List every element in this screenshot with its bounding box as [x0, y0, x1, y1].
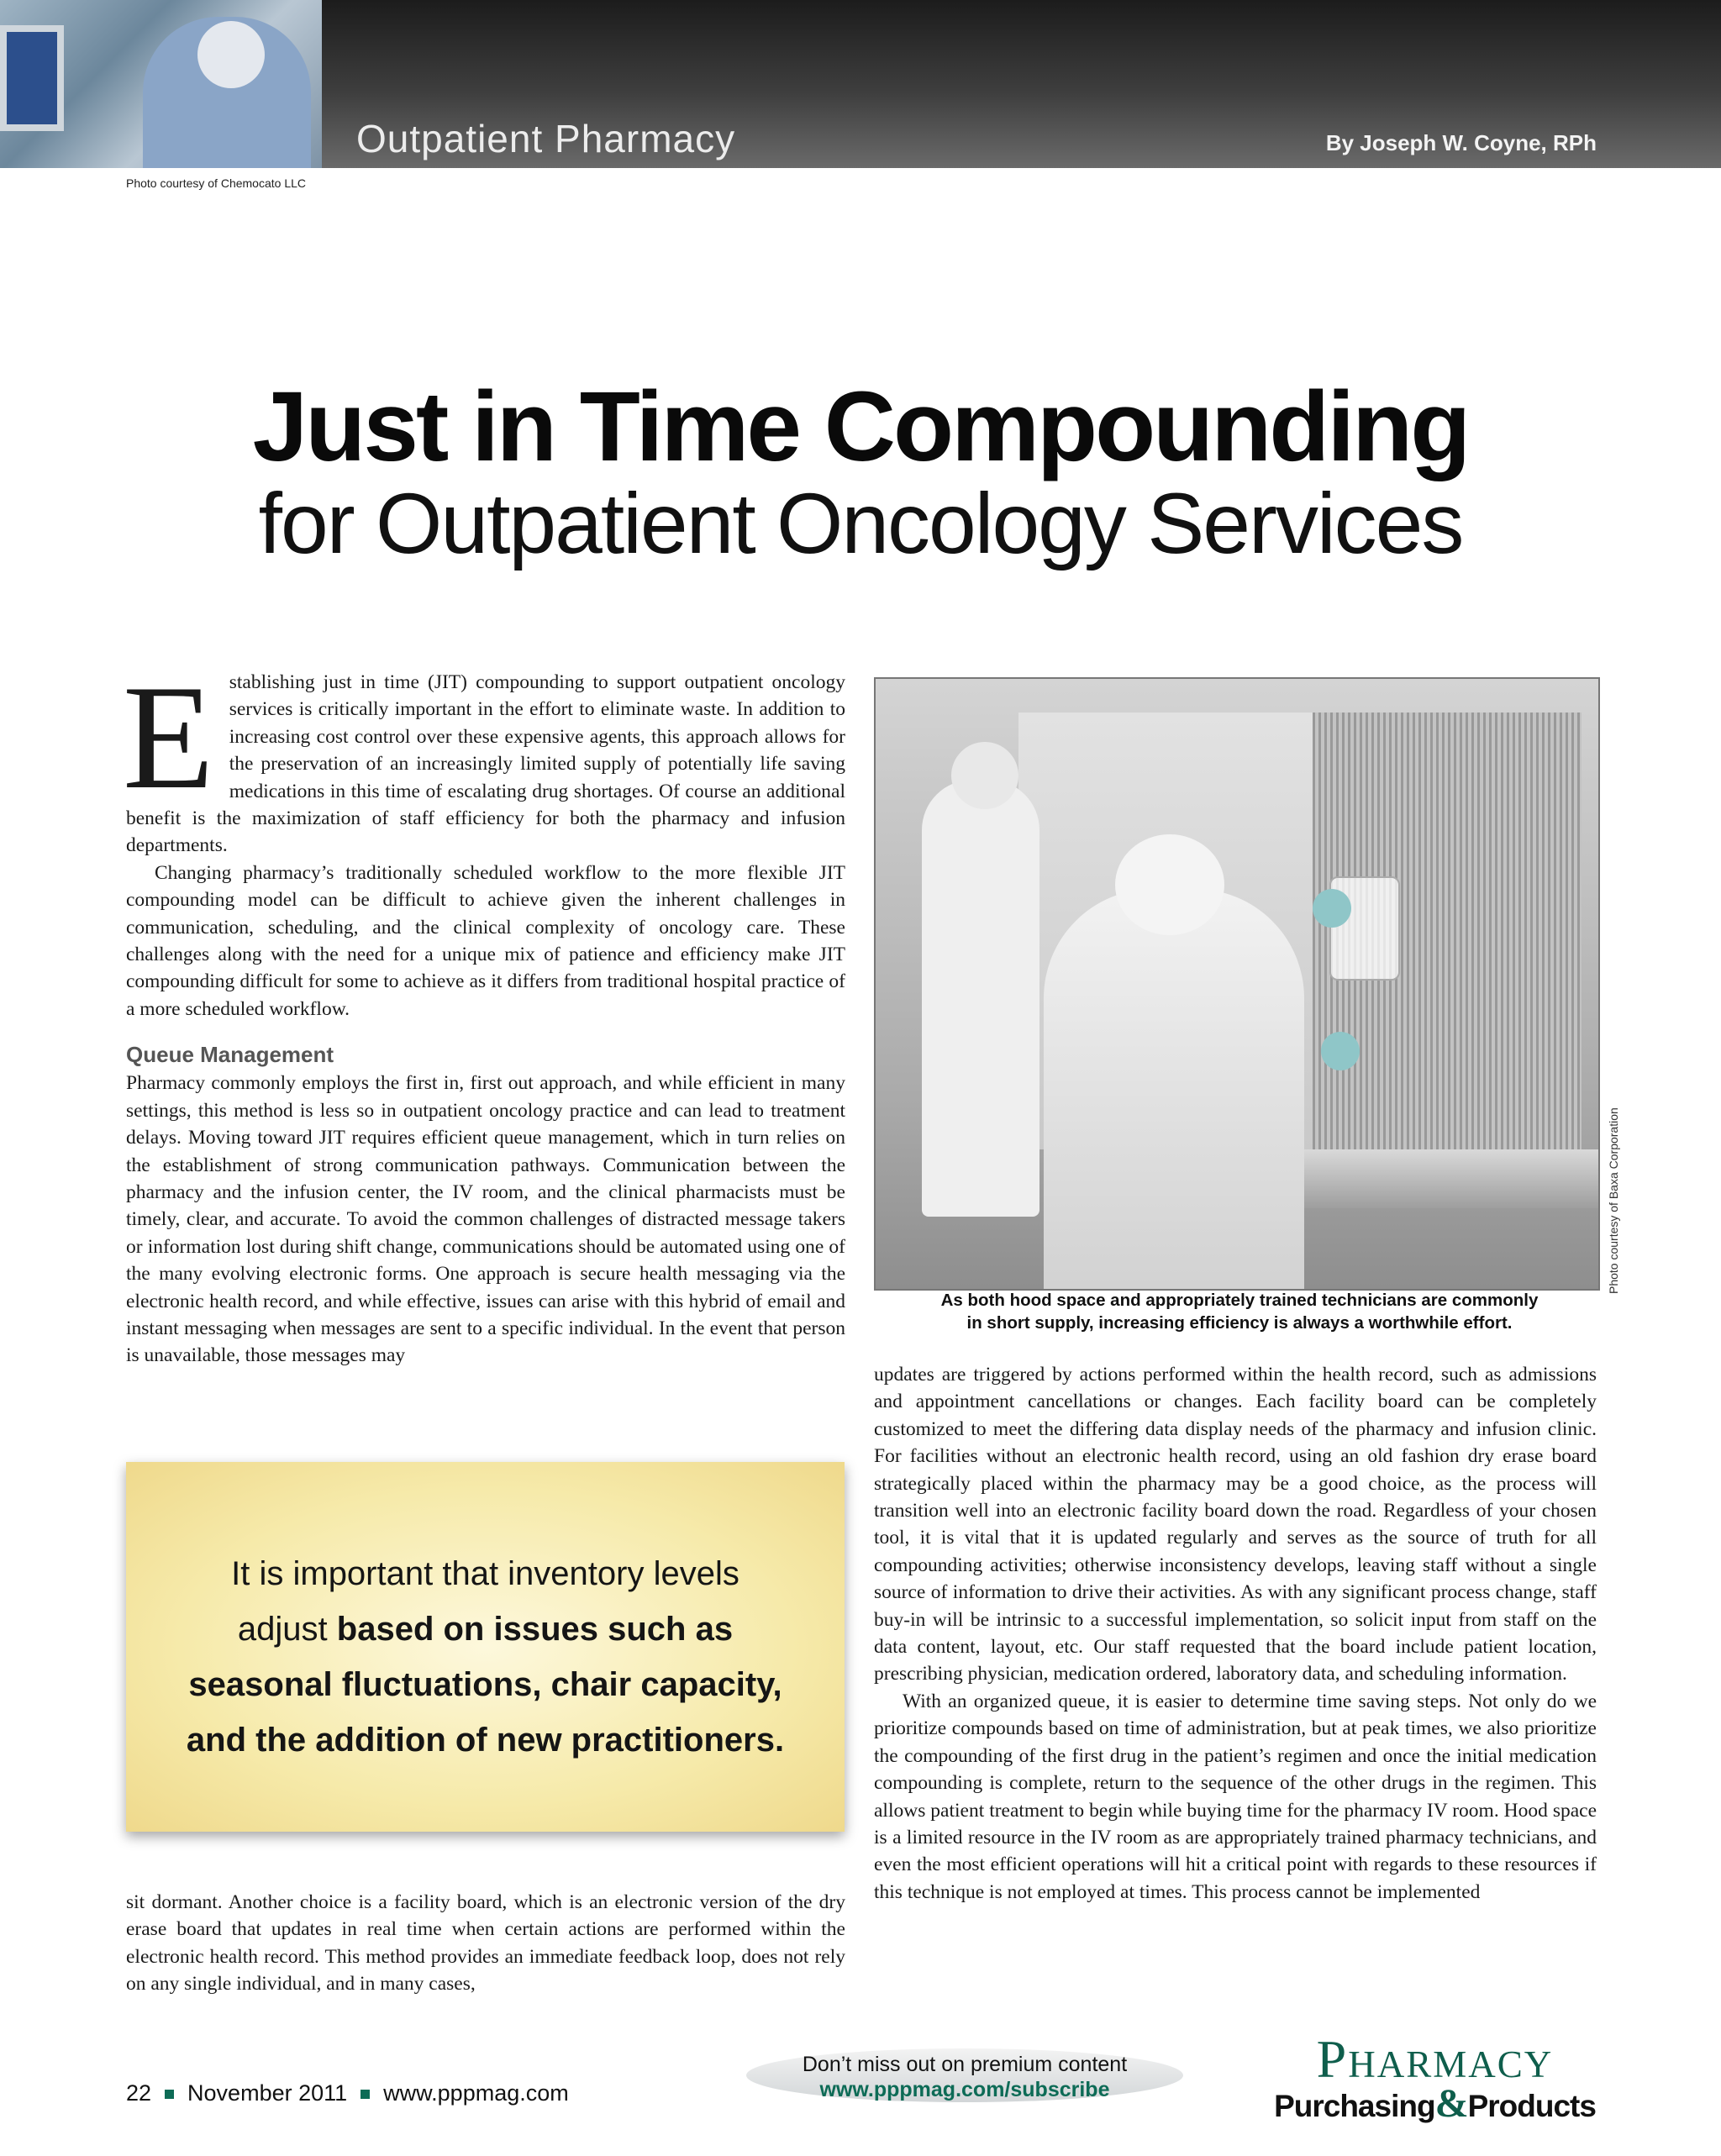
paragraph-4: sit dormant. Another choice is a facility board, which is an electronic version of the dry erase board that updates in real time when certain actions are performed within the electronic health record. This method provides an immediate feedback loop, does not rely on any single individual, and in many cases, [126, 1891, 845, 1996]
issue-date: November 2011 [187, 2080, 348, 2106]
pull-quote [126, 1462, 845, 1832]
paragraph-1: stablishing just in time (JIT) compounding to support outpatient oncology services is critically important in the effort to eliminate waste. In addition to increasing cost control over these expensive agents, this approach allows for the preservation of an increasingly limited supply of potentially life saving medications in this time of escalating drug shortages. Of course an additional benefit is the maximization of staff efficiency for both the pharmacy and infusion departments. [126, 671, 845, 857]
front-technician-head-shape [1115, 834, 1224, 935]
lab-photo [874, 677, 1600, 1291]
pull-quote-line-4: and the addition of new practitioners. [186, 1722, 785, 1759]
footer-square-icon [361, 2090, 370, 2099]
header-photo-credit: Photo courtesy of Chemocato LLC [126, 176, 307, 190]
pull-quote-line-2 [126, 1601, 845, 1657]
glove-shape [1313, 889, 1351, 928]
logo-ampersand: & [1434, 2081, 1468, 2126]
photo-caption-line-1: As both hood space and appropriately trained technicians are commonly [940, 1291, 1539, 1310]
photo-side-credit: Photo courtesy of Baxa Corporation [1607, 1107, 1620, 1294]
paragraph-2: Changing pharmacy’s traditionally scheduled workflow to the more flexible JIT compounding model can be difficult to achieve given the inherent challenges in communication, scheduling, and the clinical complexity of oncology care. These challenges along with the need for a unique mix of patience and efficiency make JIT compounding difficult for some to achieve as it differs from traditional hospital practice of a more scheduled workflow. [126, 861, 845, 1020]
article-subtitle: for Outpatient Oncology Services [258, 476, 1463, 571]
magazine-logo [1273, 2029, 1597, 2126]
glove-shape [1321, 1032, 1360, 1070]
paragraph-3: Pharmacy commonly employs the first in, first out approach, and while efficient in many settings, this method is less so in outpatient oncology practice and can lead to treatment delays. Moving toward JIT requires efficient queue management, which in turn relies on the establishment of strong communication pathways. Communication between the pharmacy and the infusion center, the IV room, and the clinical pharmacists must be timely, clear, and accurate. To avoid the common challenges of distracted message takers or information lost during shift change, communications should be automated using one of the many evolving electronic forms. One approach is secure health messaging via the electronic health record, and while effective, issues can arise with this hybrid of email and instant messaging when messages are sent to a specific individual. In the event that person is unavailable, those messages may [126, 1072, 845, 1367]
page-number: 22 [126, 2080, 152, 2106]
page-footer [126, 2080, 569, 2106]
pull-quote-line-2-bold: based on issues such as [336, 1611, 734, 1648]
pull-quote-line-1: It is important that inventory levels [231, 1555, 739, 1592]
drop-cap: E [123, 654, 214, 820]
logo-purchasing: Purchasing [1274, 2089, 1435, 2123]
subhead-queue-management: Queue Management [126, 1042, 334, 1068]
logo-purchasing-products [1273, 2081, 1597, 2126]
back-technician-shape [922, 780, 1039, 1217]
paragraph-6: With an organized queue, it is easier to determine time saving steps. Not only do we prioritize compounds based on time of administration, but at peak times, we also prioritize the compounding of the first drug in the patient’s regimen and once the initial medication compounding is complete, return to the sequence of the other drugs in the regimen. This allows patient treatment to begin while buying time for the pharmacy IV room. Hood space is a limited resource in the IV room as are appropriately trained pharmacy technicians, and even the most efficient operations will hit a critical point with regards to these resources if this technique is not employed at times. This process cannot be implemented [874, 1690, 1597, 1903]
byline: By Joseph W. Coyne, RPh [1325, 130, 1597, 155]
pull-quote-line-3: seasonal fluctuations, chair capacity, [188, 1666, 782, 1703]
monitor-shape [0, 25, 64, 131]
article-title: Just in Time Compounding [252, 371, 1469, 482]
subscribe-link[interactable]: www.pppmag.com/subscribe [819, 2078, 1110, 2101]
header-photo [0, 0, 322, 168]
footer-site-link[interactable]: www.pppmag.com [383, 2080, 569, 2106]
logo-pharmacy: Pharmacy [1316, 2029, 1554, 2089]
paragraph-5: updates are triggered by actions performed within the health record, such as admissions and appointment cancellations or changes. Each facility board can be completely customized to meet the differing data display needs of the pharmacy and infusion clinic. For facilities without an electronic health record, using an old fashion dry erase board strategically placed within the pharmacy may be a good choice, as the process will transition well into an electronic facility board down the road. Regardless of your chosen tool, it is vital that it is updated regularly and serves as the source of truth for all compounding activities; otherwise inconsistency develops, leaving staff without a single source of information to drive their activities. As with any significant process change, staff buy-in will be intrinsic to a successful implementation, so solicit input from staff on the data content, layout, etc. Our staff requested that the board include patient location, prescribing physician, medication ordered, laboratory data, and scheduling information. [874, 1364, 1597, 1685]
logo-products: Products [1467, 2089, 1596, 2123]
front-technician-shape [1044, 889, 1304, 1291]
photo-caption [891, 1289, 1588, 1334]
footer-square-icon [165, 2090, 174, 2099]
right-column [874, 1361, 1597, 1906]
left-column-top [123, 654, 845, 1370]
promo-text: Don’t miss out on premium content [802, 2053, 1128, 2076]
back-technician-head-shape [951, 742, 1018, 809]
photo-caption-line-2: in short supply, increasing efficiency is always a worthwhile effort. [966, 1313, 1513, 1333]
left-column-bottom [126, 1889, 845, 1998]
pull-quote-line-2-plain: adjust [237, 1611, 337, 1648]
technician-head-shape [197, 21, 265, 88]
section-label: Outpatient Pharmacy [356, 117, 736, 160]
